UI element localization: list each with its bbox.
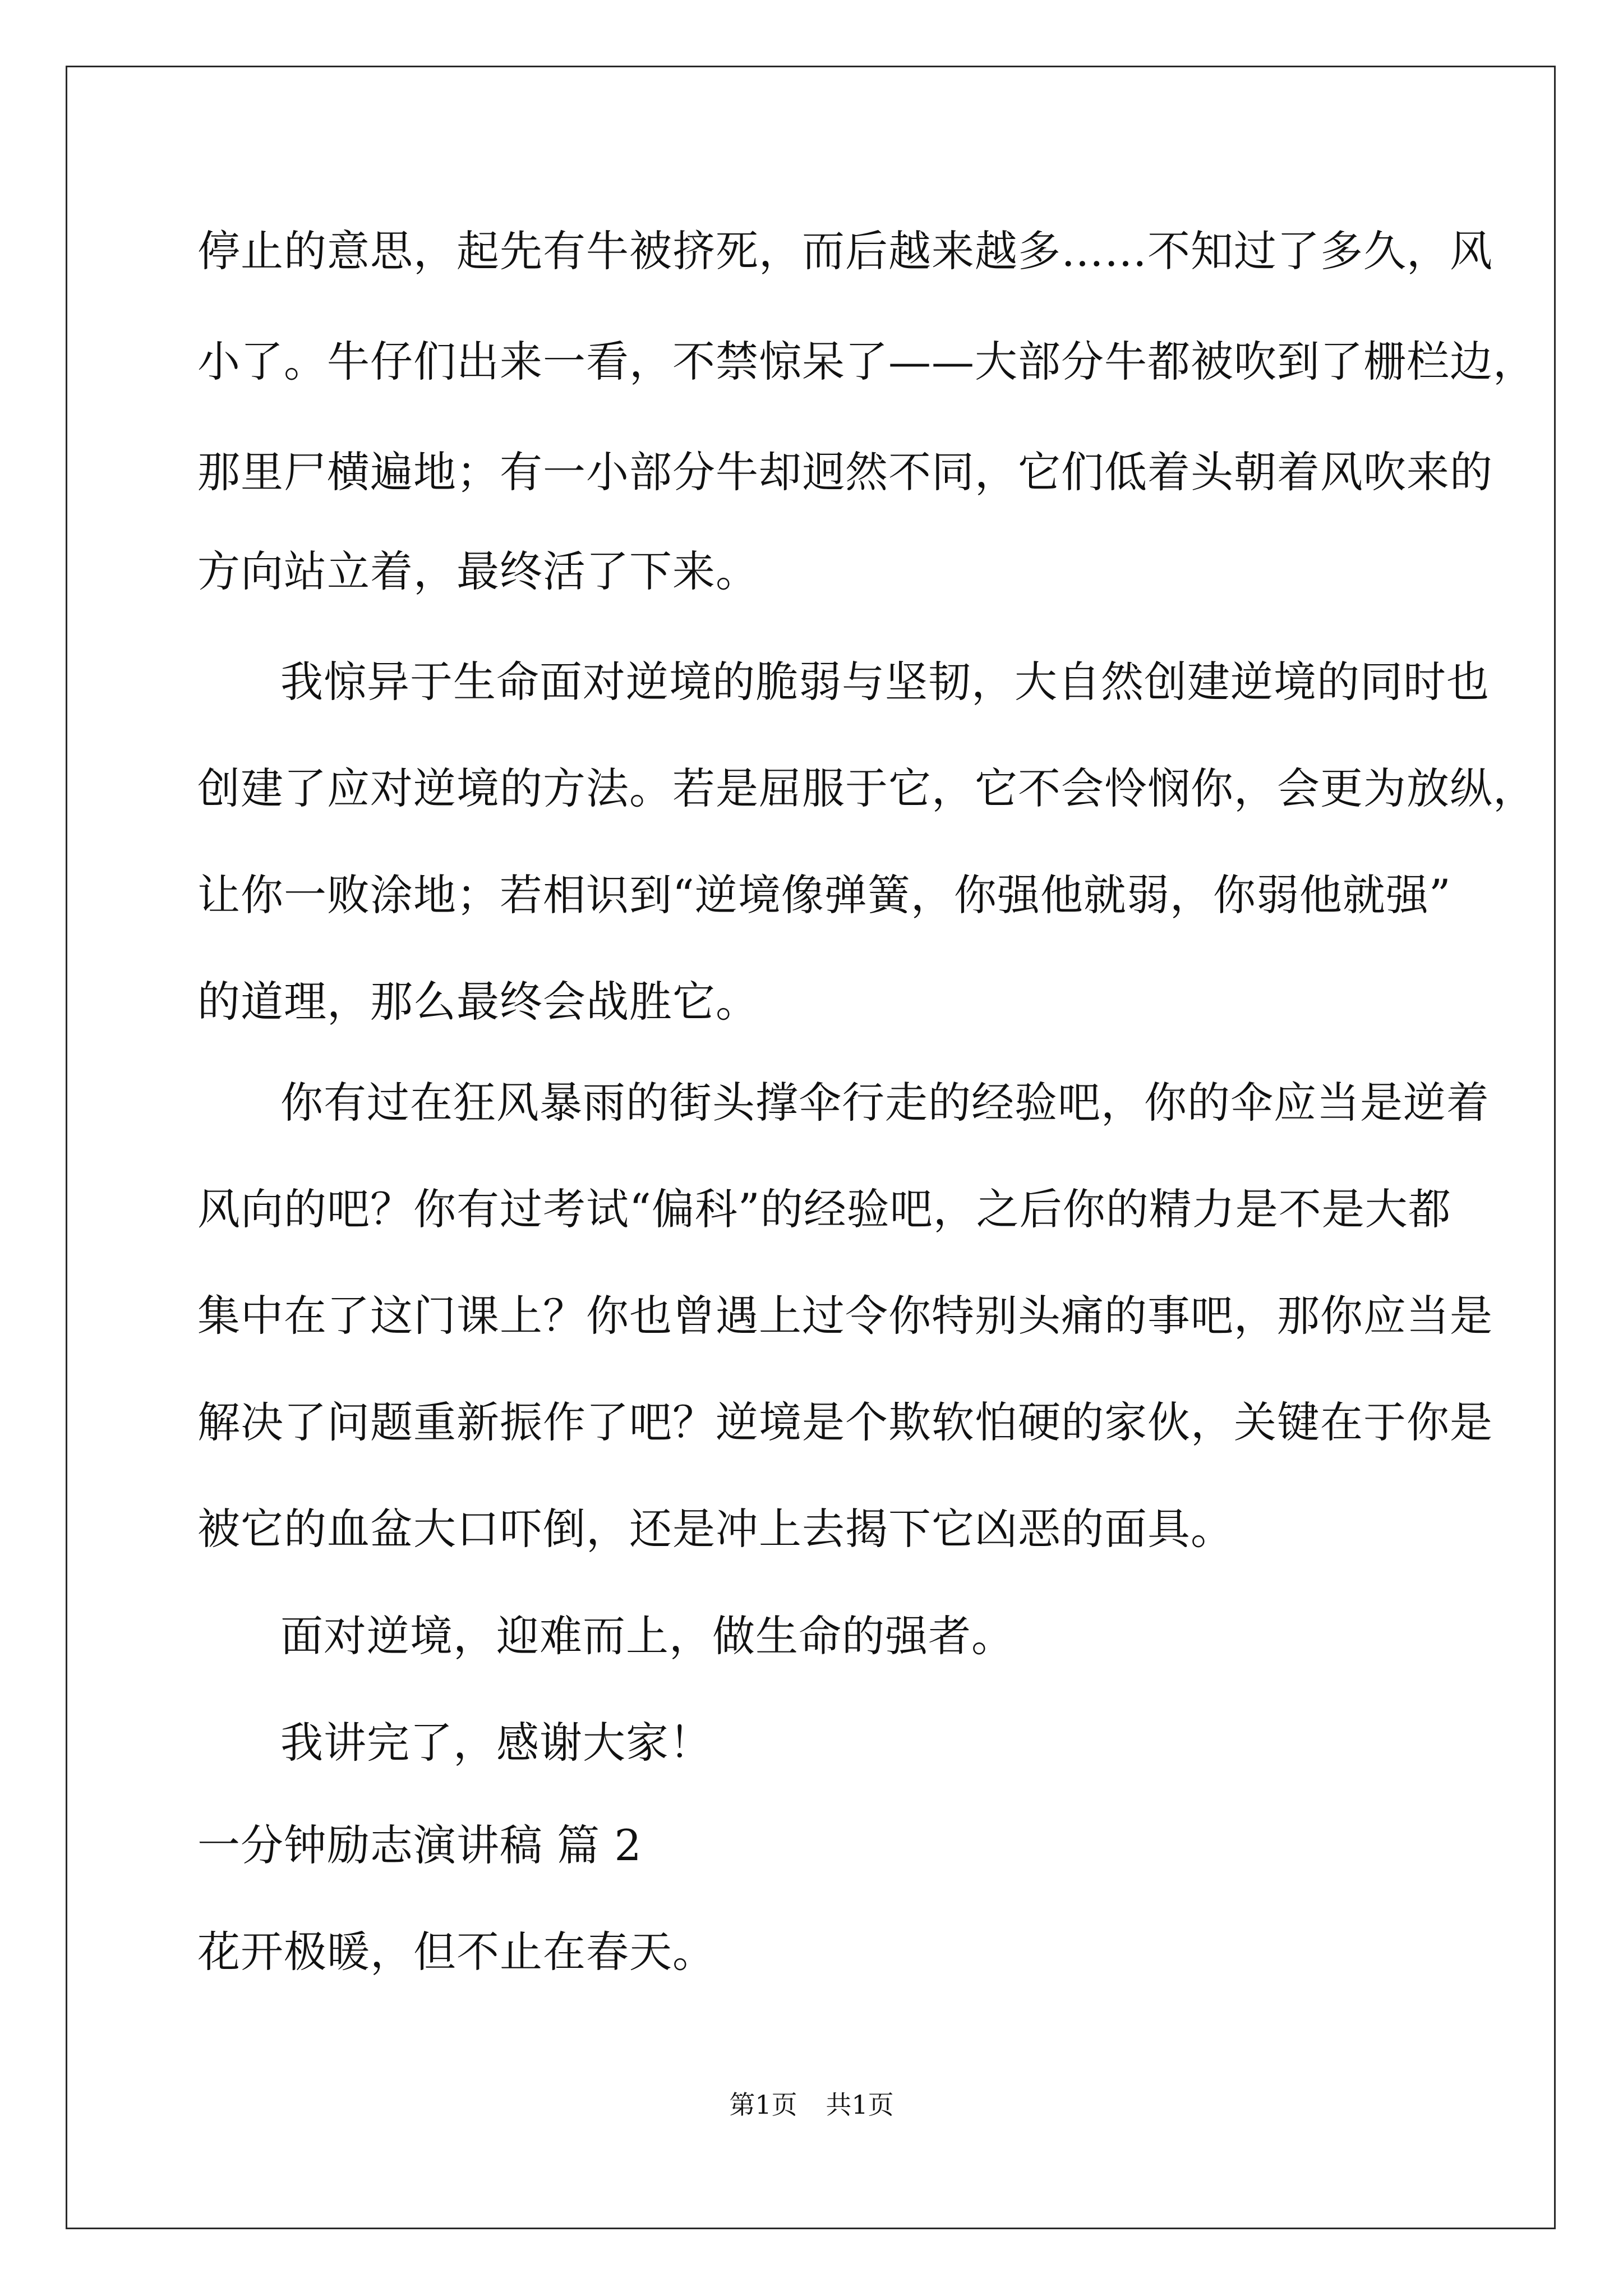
section-heading: 一分钟励志演讲稿 篇 2 <box>197 1820 642 1870</box>
page-number-total: 共1页 <box>826 2090 894 2120</box>
text-line: 被它的血盆大口吓倒，还是冲上去揭下它凶恶的面具。 <box>197 1504 1234 1554</box>
text-line: 让你一败涂地；若相识到“逆境像弹簧，你强他就弱，你弱他就强” <box>197 870 1451 920</box>
page-footer <box>0 2088 1623 2122</box>
text-line: 那里尸横遍地；有一小部分牛却迥然不同，它们低着头朝着风吹来的 <box>197 447 1493 497</box>
page-number-current: 第1页 <box>729 2090 797 2120</box>
paragraph-first-line: 面对逆境，迎难而上，做生命的强者。 <box>280 1611 1015 1661</box>
text-line: 方向站立着，最终活了下来。 <box>197 546 759 596</box>
text-line: 停止的意思，起先有牛被挤死，而后越来越多……不知过了多久，风 <box>197 226 1493 276</box>
text-line: 的道理，那么最终会战胜它。 <box>197 977 759 1027</box>
text-line: 解决了问题重新振作了吧？逆境是个欺软怕硬的家伙，关键在于你是 <box>197 1397 1493 1447</box>
text-line: 集中在了这门课上？你也曾遇上过令你特别头痛的事吧，那你应当是 <box>197 1291 1493 1341</box>
paragraph-first-line: 我惊异于生命面对逆境的脆弱与坚韧，大自然创建逆境的同时也 <box>280 657 1490 707</box>
text-line: 创建了应对逆境的方法。若是屈服于它，它不会怜悯你，会更为放纵， <box>197 763 1536 813</box>
paragraph-first-line: 我讲完了，感谢大家！ <box>280 1718 712 1768</box>
text-line: 小了。牛仔们出来一看，不禁惊呆了——大部分牛都被吹到了栅栏边， <box>197 337 1536 386</box>
text-line: 花开极暖，但不止在春天。 <box>197 1927 716 1977</box>
page-border <box>66 66 1556 2229</box>
paragraph-first-line: 你有过在狂风暴雨的街头撑伞行走的经验吧，你的伞应当是逆着 <box>280 1078 1490 1128</box>
text-line: 风向的吧？你有过考试“偏科”的经验吧，之后你的精力是不是大都 <box>197 1184 1451 1234</box>
